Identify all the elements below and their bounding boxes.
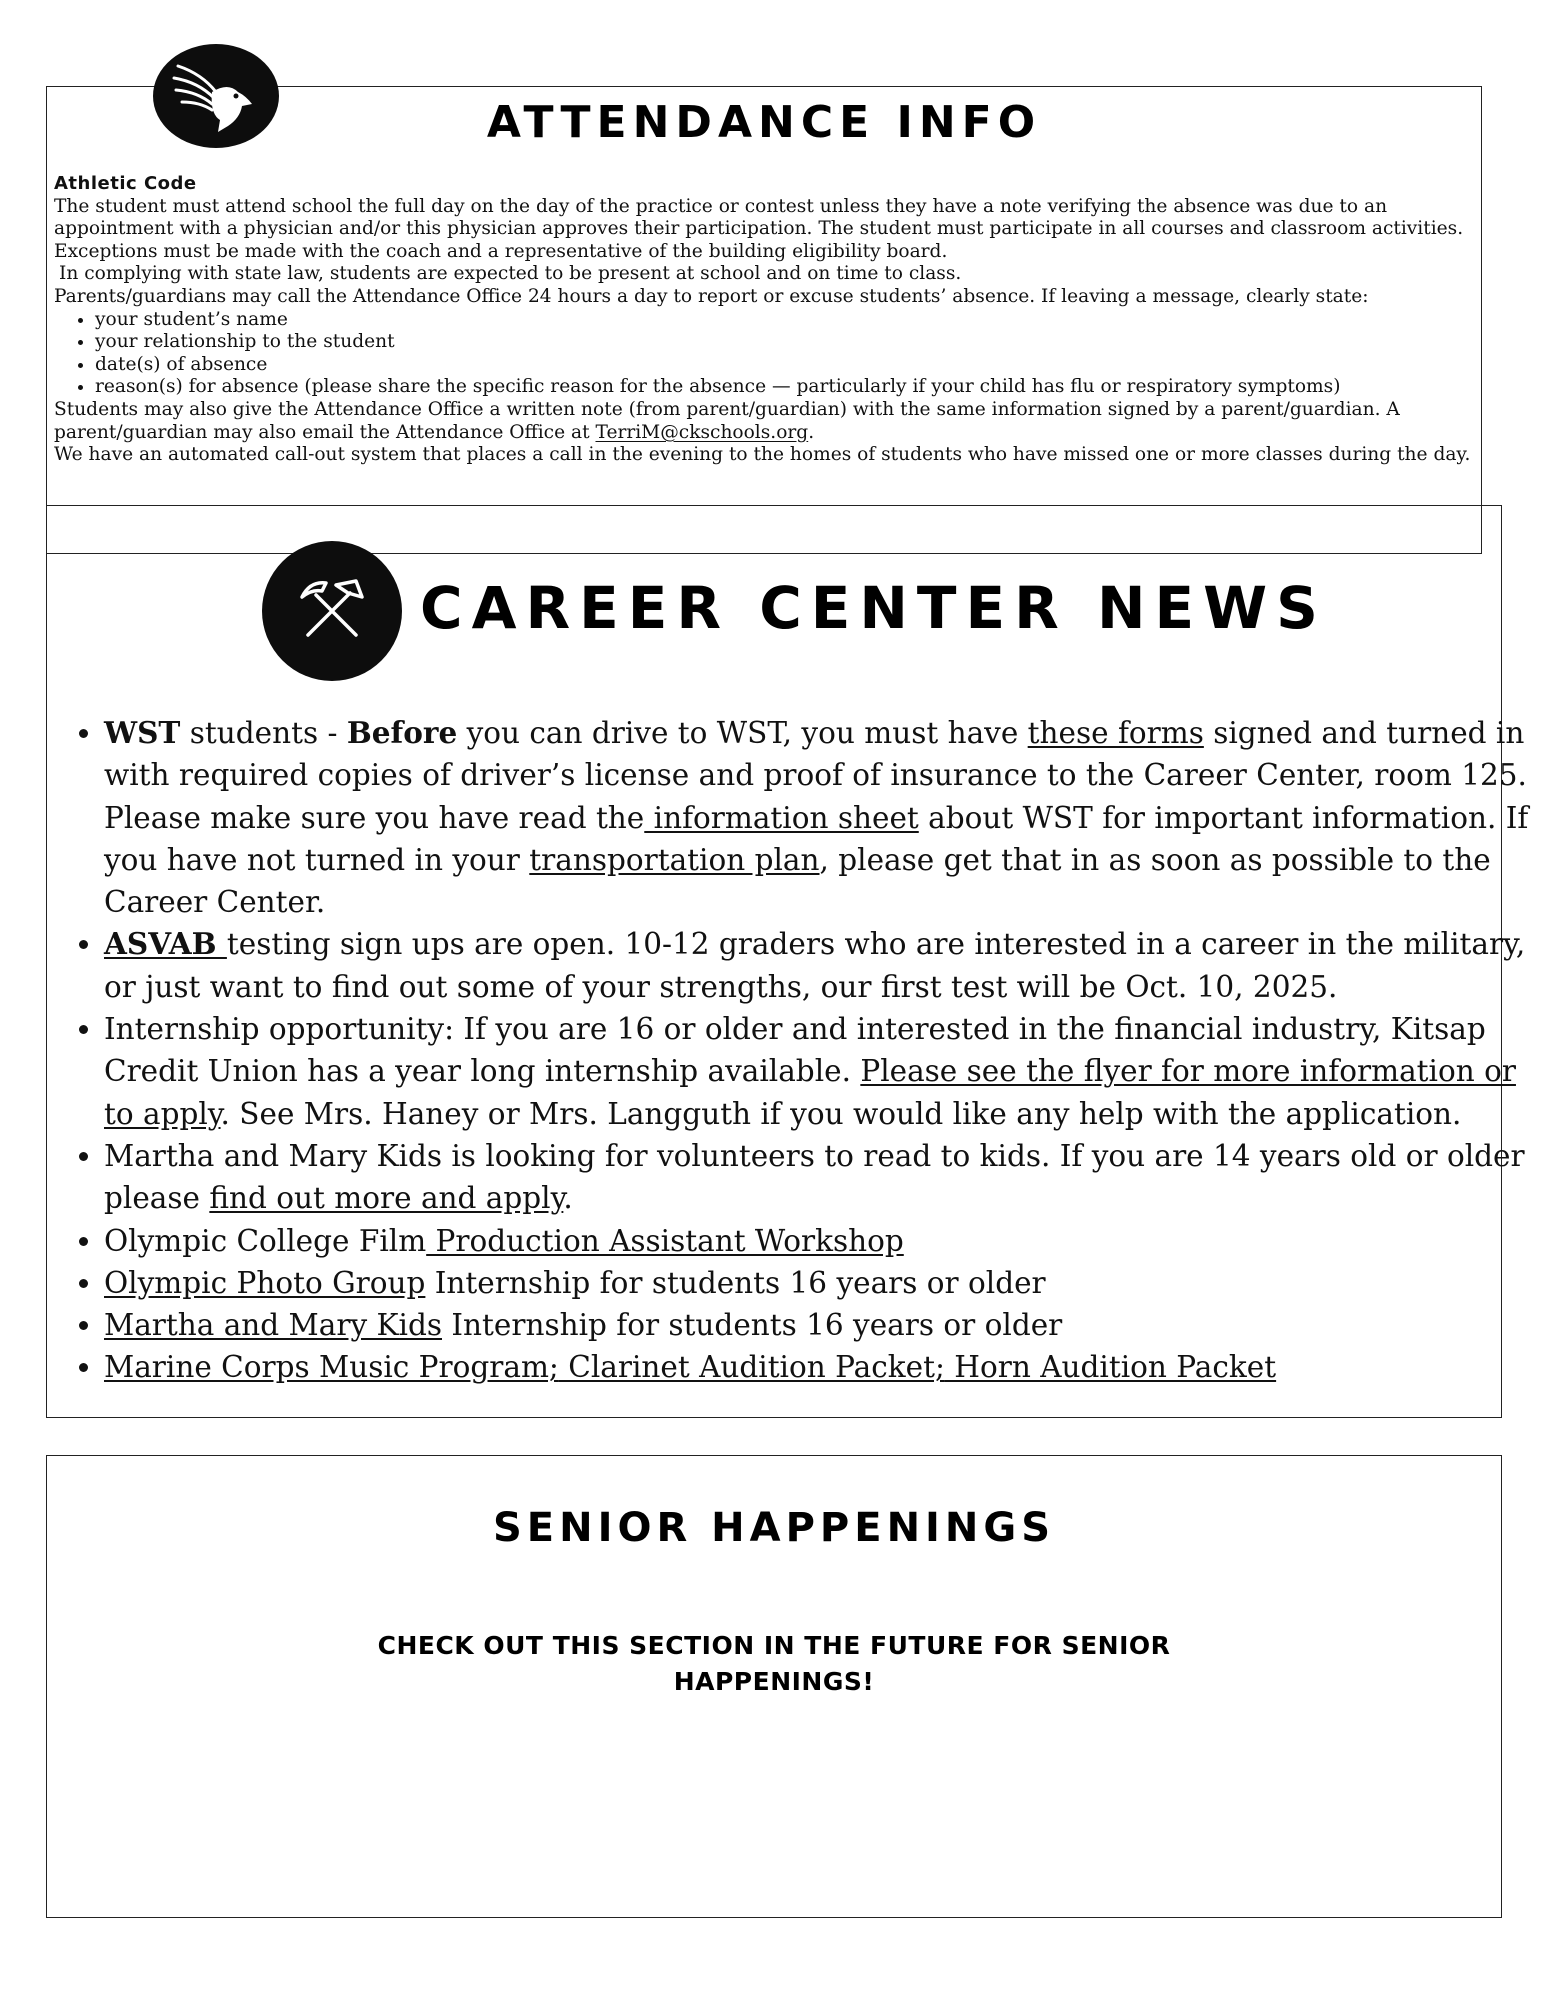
list-item	[104, 1262, 1529, 1304]
senior-title: SENIOR HAPPENINGS	[492, 1505, 1056, 1551]
marine-corps-music-link[interactable]: Marine Corps Music Program;	[104, 1350, 559, 1385]
olympic-film-text: Olympic College Film	[104, 1223, 427, 1258]
list-item	[104, 1220, 1529, 1262]
wst-text: about WST for important information. If you have not turned in your	[104, 800, 1529, 877]
list-item	[104, 1008, 1529, 1135]
athletic-code-text: The student must attend school the full day on the day of the practice or contest unless they have a note verifying the absence was due to an appointment with a physician and/or this physician approves their participation. The student must participate in all courses and classroom activities. Exceptions must be made with the coach and a representative of the building eligibility board.	[54, 195, 1464, 262]
asvab-text: testing sign ups are open. 10-12 graders who are interested in a career in the military, or just want to find out some of your strengths, our first test will be Oct. 10, 2025.	[104, 927, 1526, 1004]
list-item: • date(s) of absence	[95, 354, 1474, 377]
horn-packet-link[interactable]: Horn Audition Packet	[944, 1350, 1277, 1385]
callout-system-text: We have an automated call-out system that places a call in the evening to the homes of students who have missed one or more classes during the day.	[54, 444, 1471, 466]
internship-text: . See Mrs. Haney or Mrs. Langguth if you would like any help with the application.	[220, 1096, 1462, 1131]
wst-text: signed and turned in with required copies of driver’s license and proof of insurance to the Career Center, room 125. Please make sure you have read the	[104, 716, 1527, 835]
internship-text: Internship opportunity: If you are 16 or older and interested in the financial industry, Kitsap Credit Union has a year long internship available.	[104, 1012, 1486, 1089]
asvab-link[interactable]: ASVAB	[104, 926, 227, 962]
list-item	[104, 1135, 1529, 1220]
list-item	[104, 712, 1529, 923]
list-item	[104, 1304, 1529, 1346]
transportation-plan-link[interactable]: transportation plan	[529, 842, 820, 877]
wst-text: , please get that in as soon as possible to the Career Center.	[104, 842, 1491, 920]
attendance-email-link[interactable]: TerriM@ckschools.org	[595, 421, 809, 443]
these-forms-link[interactable]: these forms	[1027, 716, 1204, 750]
list-item	[104, 923, 1529, 1008]
wst-text: students -	[180, 716, 347, 750]
information-sheet-link[interactable]: information sheet	[644, 800, 919, 835]
list-item: • your relationship to the student	[95, 331, 1474, 354]
call-items-list	[54, 309, 1474, 399]
wst-before: Before	[346, 715, 458, 750]
career-title: CAREER CENTER NEWS	[420, 574, 1327, 642]
martha-mary-kids-link[interactable]: Martha and Mary Kids	[104, 1308, 442, 1343]
clarinet-packet-link[interactable]: Clarinet Audition Packet;	[558, 1350, 945, 1385]
wst-label: WST	[104, 715, 181, 750]
production-assistant-workshop-link[interactable]: Production Assistant Workshop	[426, 1223, 904, 1258]
written-note-text	[54, 399, 1474, 444]
athletic-code-heading: Athletic Code	[54, 173, 197, 194]
written-note-end: .	[808, 421, 815, 443]
wst-text: you can drive to WST, you must have	[457, 716, 1028, 750]
attendance-title: ATTENDANCE INFO	[486, 97, 1042, 148]
state-law-text: In complying with state law, students are expected to be present at school and on time to class.	[59, 263, 962, 285]
find-out-more-link[interactable]: find out more and apply	[209, 1181, 564, 1216]
list-item: • your student’s name	[95, 309, 1474, 332]
martha-intern-text: Internship for students 16 years or older	[442, 1308, 1063, 1343]
list-item	[104, 1346, 1529, 1388]
internship-flyer-link[interactable]: Please see the flyer for more information or to apply	[104, 1054, 1516, 1131]
career-news-list	[60, 712, 1529, 1389]
olympic-photo-group-link[interactable]: Olympic Photo Group	[104, 1265, 426, 1300]
photo-text: Internship for students 16 years or older	[425, 1265, 1046, 1300]
attendance-body	[54, 173, 1474, 467]
senior-message	[46, 1628, 1502, 1700]
martha-text: Martha and Mary Kids is looking for volunteers to read to kids. If you are 14 years old or older please	[104, 1138, 1525, 1216]
written-note-body: Students may also give the Attendance Office a written note (from parent/guardian) with the same information signed by a parent/guardian. A parent/guardian may also email the Attendance Office at	[54, 398, 1400, 443]
call-intro-text: Parents/guardians may call the Attendance Office 24 hours a day to report or excuse students’ absence. If leaving a message, clearly state:	[54, 285, 1369, 307]
hammer-pick-icon	[262, 541, 402, 681]
senior-message-text: CHECK OUT THIS SECTION IN THE FUTURE FOR SENIOR HAPPENINGS!	[377, 1631, 1171, 1696]
list-item: • reason(s) for absence (please share the specific reason for the absence — particularly if your child has flu or respiratory symptoms)	[95, 376, 1474, 399]
martha-text: .	[563, 1181, 573, 1216]
